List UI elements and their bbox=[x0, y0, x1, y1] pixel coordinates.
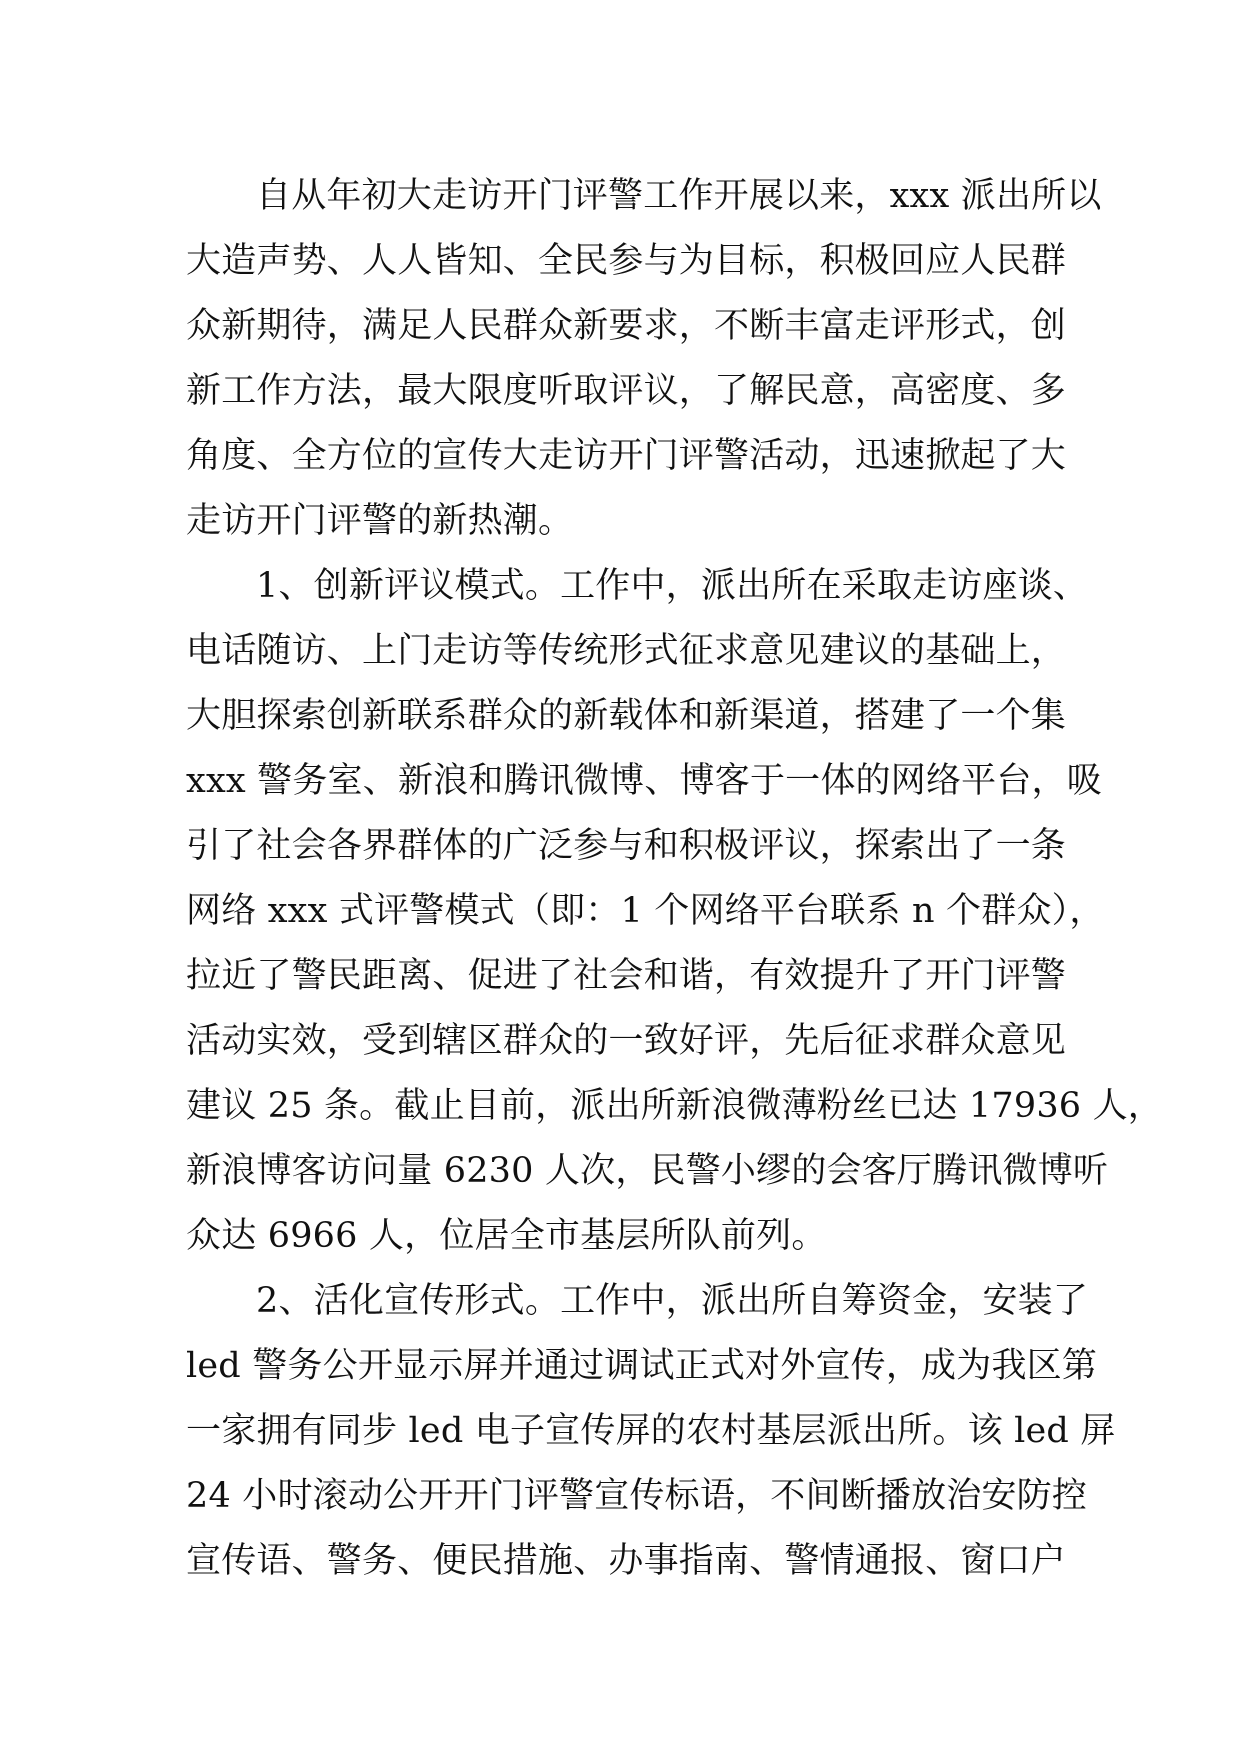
text-line: 活动实效，受到辖区群众的一致好评，先后征求群众意见 bbox=[186, 1021, 1067, 1061]
text-line: 引了社会各界群体的广泛参与和积极评议，探索出了一条 bbox=[186, 826, 1067, 866]
text-line: 新工作方法，最大限度听取评议，了解民意，高密度、多 bbox=[186, 371, 1067, 411]
text-line: 角度、全方位的宣传大走访开门评警活动，迅速掀起了大 bbox=[186, 436, 1067, 476]
text-line: 宣传语、警务、便民措施、办事指南、警情通报、窗口户 bbox=[186, 1541, 1067, 1581]
text-line: 大胆探索创新联系群众的新载体和新渠道，搭建了一个集 bbox=[186, 696, 1067, 736]
text-line: 网络 xxx 式评警模式（即：1 个网络平台联系 n 个群众）， bbox=[186, 891, 1105, 931]
text-line: led 警务公开显示屏并通过调试正式对外宣传，成为我区第 bbox=[186, 1346, 1098, 1386]
text-line: 大造声势、人人皆知、全民参与为目标，积极回应人民群 bbox=[186, 241, 1067, 281]
text-line: 拉近了警民距离、促进了社会和谐，有效提升了开门评警 bbox=[186, 956, 1067, 996]
text-line: 众达 6966 人，位居全市基层所队前列。 bbox=[186, 1216, 827, 1256]
text-line: 2、活化宣传形式。工作中，派出所自筹资金，安装了 bbox=[256, 1281, 1089, 1321]
text-line: xxx 警务室、新浪和腾讯微博、博客于一体的网络平台，吸 bbox=[186, 761, 1102, 801]
text-line: 新浪博客访问量 6230 人次，民警小缪的会客厅腾讯微博听 bbox=[186, 1151, 1109, 1191]
text-line: 建议 25 条。截止目前，派出所新浪微薄粉丝已达 17936 人， bbox=[186, 1086, 1163, 1126]
text-line: 1、创新评议模式。工作中，派出所在采取走访座谈、 bbox=[256, 566, 1089, 606]
body-text bbox=[186, 164, 1163, 1594]
text-line: 走访开门评警的新热潮。 bbox=[186, 501, 574, 541]
text-line: 一家拥有同步 led 电子宣传屏的农村基层派出所。该 led 屏 bbox=[186, 1411, 1116, 1451]
text-line: 电话随访、上门走访等传统形式征求意见建议的基础上， bbox=[186, 631, 1067, 671]
text-line: 自从年初大走访开门评警工作开展以来，xxx 派出所以 bbox=[256, 176, 1102, 216]
text-line: 众新期待，满足人民群众新要求，不断丰富走评形式，创 bbox=[186, 306, 1067, 346]
text-line: 24 小时滚动公开开门评警宣传标语，不间断播放治安防控 bbox=[186, 1476, 1088, 1516]
